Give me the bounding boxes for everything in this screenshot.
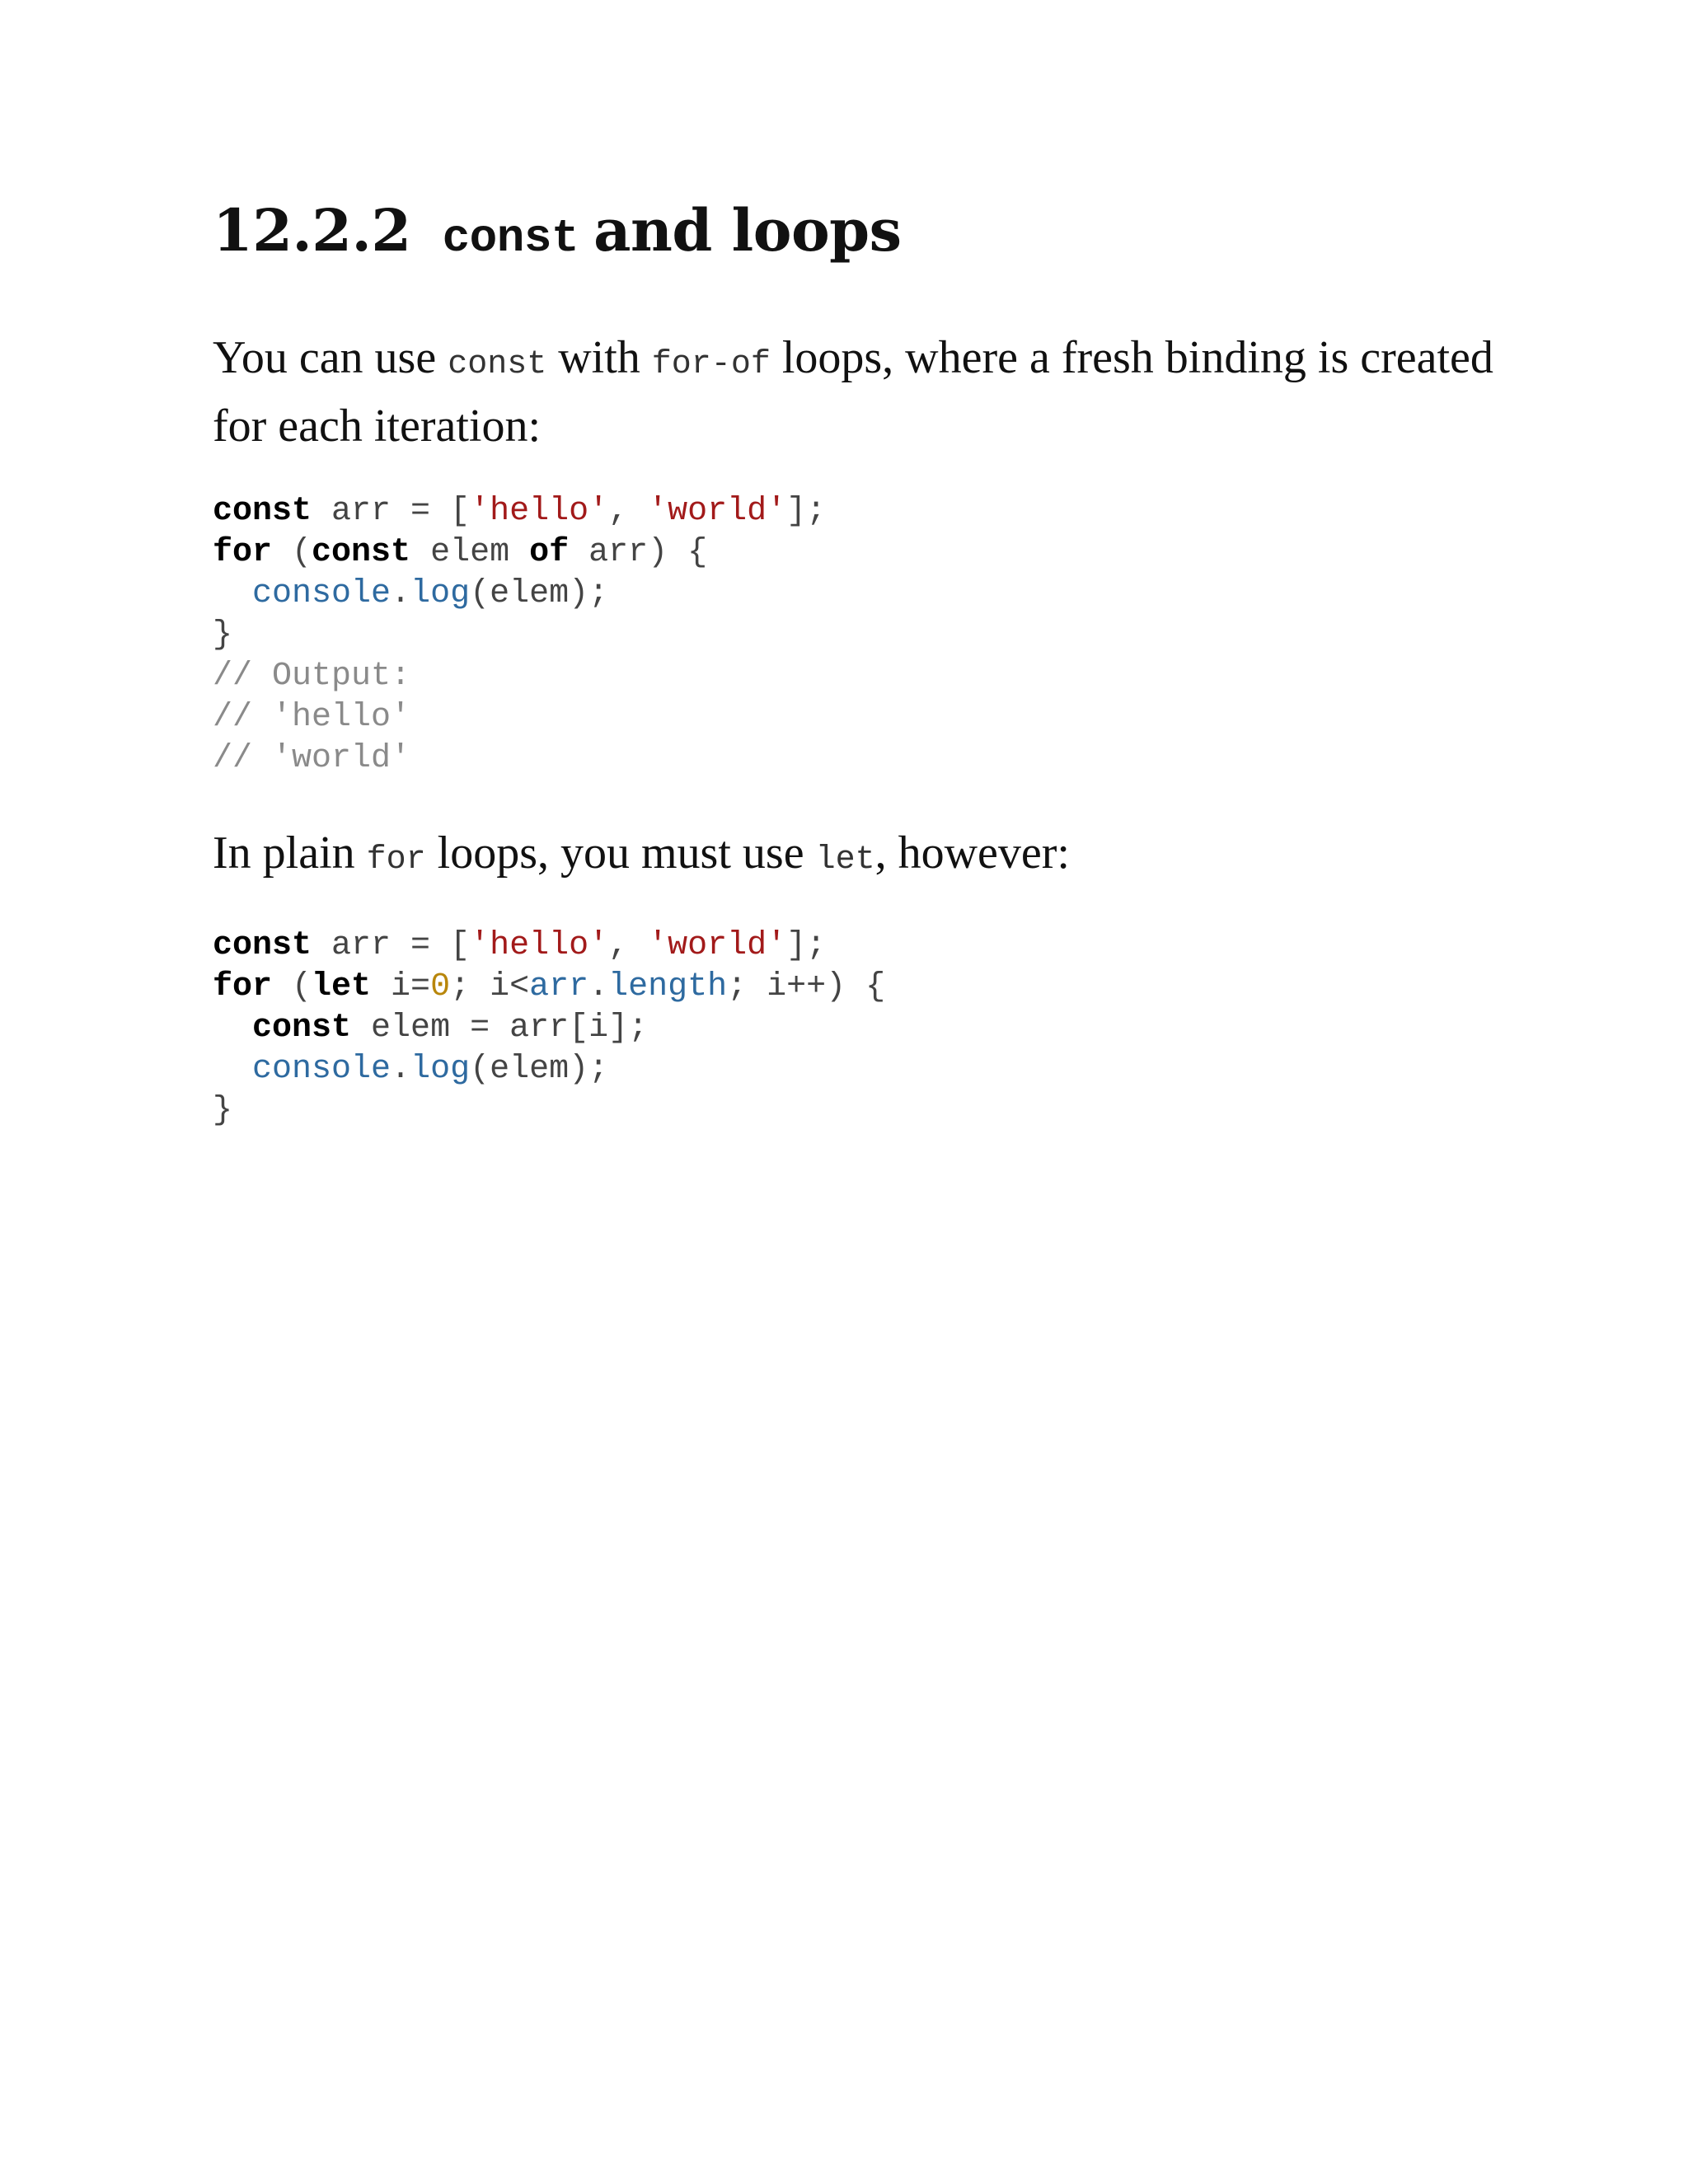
code-block-plain-for (213, 926, 885, 1132)
inline-code-for: for (366, 841, 426, 879)
code-block-for-of (213, 491, 826, 780)
second-paragraph (213, 823, 1070, 891)
code-line: const elem = arr[i]; (252, 1010, 649, 1047)
code-comment: // 'hello' (213, 699, 411, 736)
code-line: } (213, 616, 233, 654)
code-line: } (213, 1092, 233, 1129)
heading-rest: and loops (593, 196, 902, 265)
inline-code-const: const (448, 346, 547, 383)
section-heading (213, 190, 902, 279)
section-number: 12.2.2 (213, 196, 411, 265)
second-text-2: loops, you must use (425, 827, 816, 879)
intro-text-3: loops, where a fresh binding is created for each iteration: (213, 332, 1493, 452)
code-line: console.log(elem); (252, 1051, 609, 1088)
code-line: console.log(elem); (252, 575, 609, 612)
code-comment: // Output: (213, 658, 411, 695)
second-text-3: , however: (874, 827, 1070, 879)
code-line: for (let i=0; i<arr.length; i++) { (213, 968, 886, 1005)
code-line: const arr = ['hello', 'world']; (213, 927, 827, 964)
inline-code-let: let (815, 841, 875, 879)
intro-text-1: You can use (213, 332, 448, 383)
intro-text-2: with (546, 332, 652, 383)
second-text-1: In plain (213, 827, 367, 879)
intro-paragraph (213, 327, 1498, 457)
code-comment: // 'world' (213, 740, 411, 777)
code-line: for (const elem of arr) { (213, 534, 708, 571)
heading-code-word: const (442, 212, 579, 265)
code-line: const arr = ['hello', 'world']; (213, 493, 827, 530)
inline-code-for-of: for-of (651, 346, 771, 383)
